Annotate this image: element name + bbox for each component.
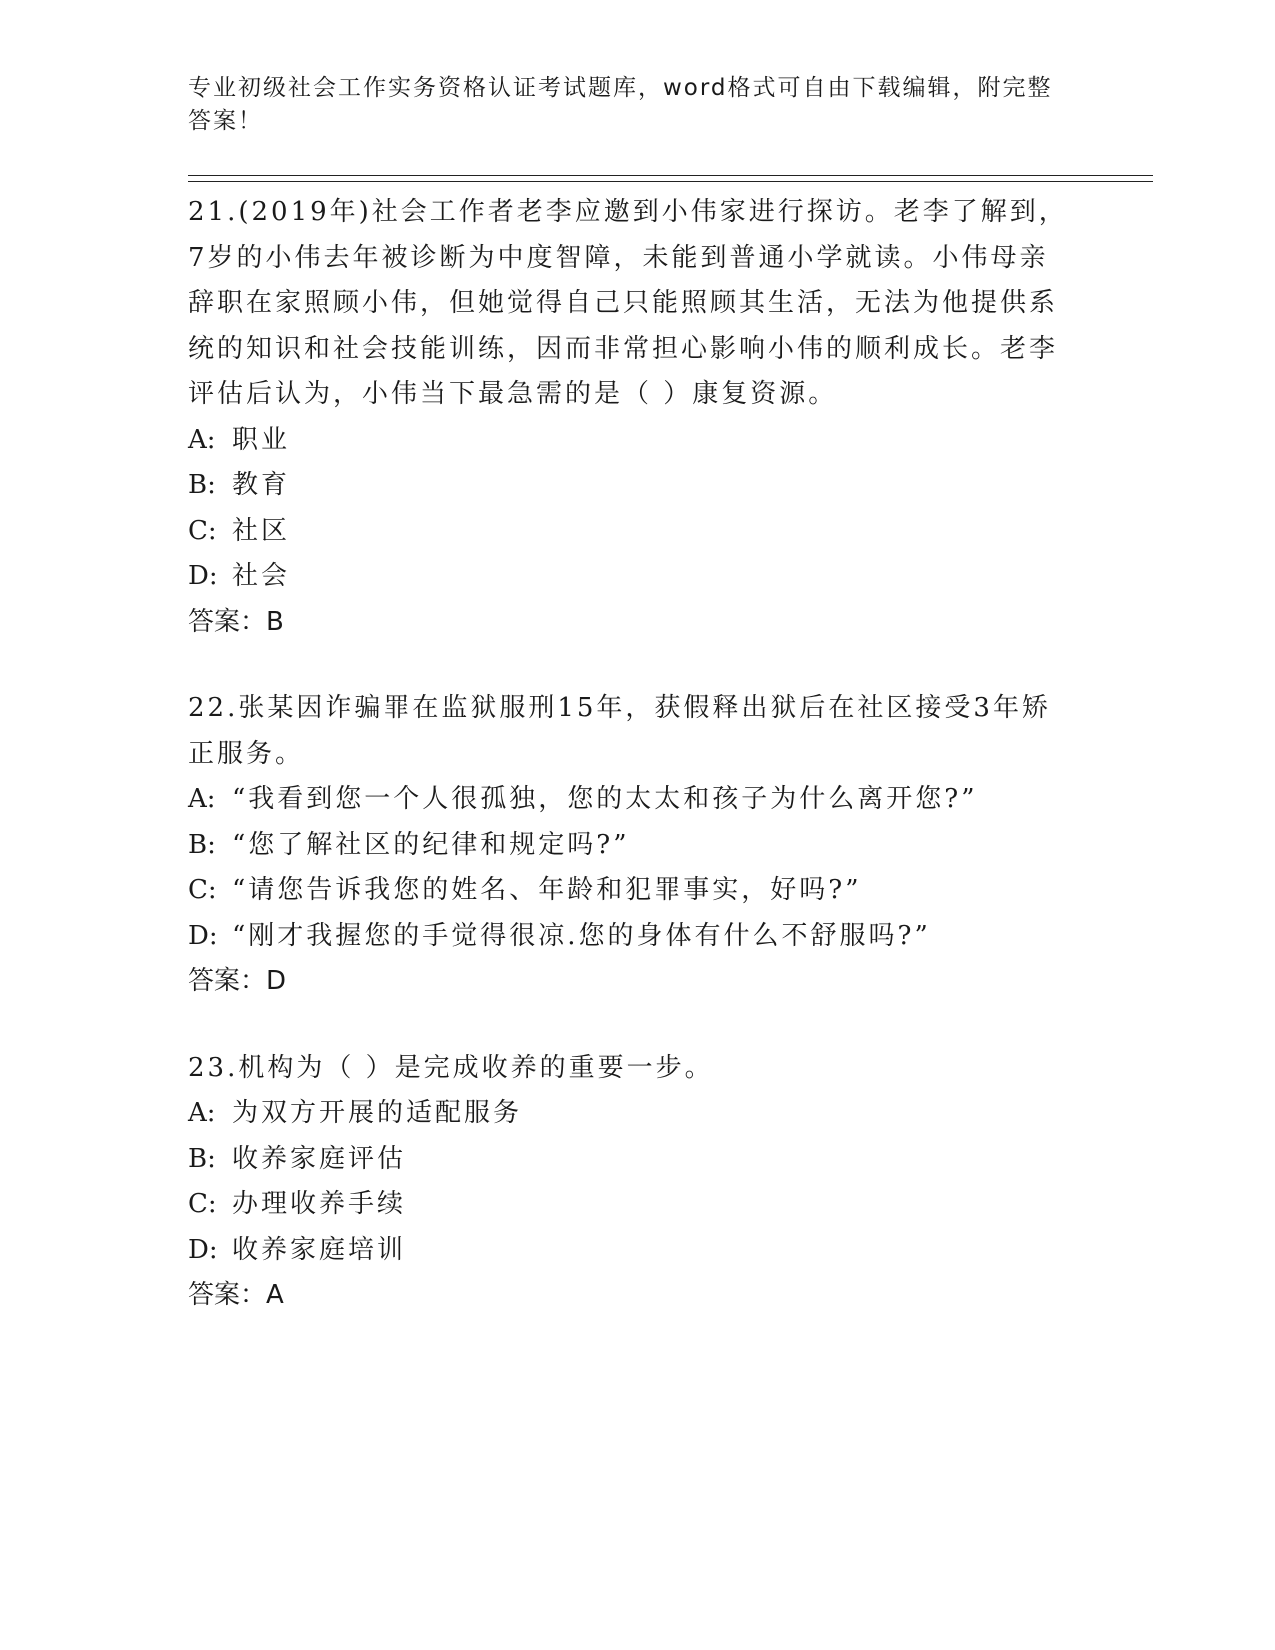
option-letter: D:: [188, 1234, 218, 1265]
option-list: [188, 1091, 1068, 1273]
option-letter: B:: [188, 829, 216, 860]
option-letter: C:: [188, 875, 217, 905]
question-22: [188, 686, 1068, 1005]
option-letter: B:: [188, 1143, 216, 1174]
option-letter: D:: [188, 920, 218, 951]
option-c: [188, 1182, 1068, 1228]
answer-line: 答案：D: [188, 966, 287, 996]
option-b: [188, 463, 1068, 509]
option-text: 社区: [232, 515, 291, 546]
option-letter: B:: [188, 470, 216, 500]
question-list: [188, 190, 1068, 1360]
option-a: [188, 1091, 1068, 1137]
header-divider-bottom: [188, 181, 1153, 182]
option-text: “我看到您一个人很孤独，您的太太和孩子为什么离开您?”: [232, 784, 978, 814]
option-letter: C:: [188, 1189, 217, 1219]
question-stem: 22.张某因诈骗罪在监狱服刑15年，获假释出狱后在社区接受3年矫正服务。: [188, 693, 1051, 769]
option-letter: A:: [188, 424, 216, 455]
option-b: [188, 823, 1068, 869]
option-text: 职业: [232, 424, 291, 455]
option-text: “您了解社区的纪律和规定吗?”: [232, 829, 630, 860]
option-letter: D:: [188, 561, 218, 591]
option-text: “刚才我握您的手觉得很凉.您的身体有什么不舒服吗?”: [232, 920, 931, 951]
option-text: 收养家庭评估: [232, 1143, 407, 1174]
question-stem: 23.机构为（ ）是完成收养的重要一步。: [188, 1052, 714, 1083]
document-header: 专业初级社会工作实务资格认证考试题库，word格式可自由下载编辑，附完整答案！: [188, 75, 1053, 134]
answer-line: 答案：B: [188, 606, 284, 637]
question-21: [188, 190, 1068, 645]
option-text: “请您告诉我您的姓名、年龄和犯罪事实，好吗?”: [232, 875, 862, 905]
option-letter: C:: [188, 515, 217, 546]
question-stem: 21.(2019年)社会工作者老李应邀到小伟家进行探访。老李了解到，7岁的小伟去年被诊断为中度智障，未能到普通小学就读。小伟母亲辞职在家照顾小伟，但她觉得自己只能照顾其生活，无法为他提供系统的知识和社会技能训练，因而非常担心影响小伟的顺利成长。老李评估后认为，小伟当下最急需的是（ ）康复资源。: [188, 197, 1068, 409]
answer-line: 答案：A: [188, 1280, 284, 1310]
question-23: [188, 1046, 1068, 1319]
option-letter: A:: [188, 1098, 216, 1128]
option-text: 收养家庭培训: [232, 1234, 407, 1265]
option-a: [188, 418, 1068, 464]
option-list: [188, 418, 1068, 600]
option-d: [188, 554, 1068, 600]
header-divider-top: [188, 175, 1153, 176]
option-a: [188, 777, 1068, 823]
option-b: [188, 1137, 1068, 1183]
option-letter: A:: [188, 784, 216, 814]
option-d: [188, 914, 1068, 960]
option-c: [188, 868, 1068, 914]
option-c: [188, 509, 1068, 555]
option-text: 为双方开展的适配服务: [232, 1098, 523, 1128]
option-d: [188, 1228, 1068, 1274]
option-text: 教育: [232, 470, 291, 500]
option-text: 社会: [232, 561, 291, 591]
option-text: 办理收养手续: [232, 1189, 407, 1219]
option-list: [188, 777, 1068, 959]
